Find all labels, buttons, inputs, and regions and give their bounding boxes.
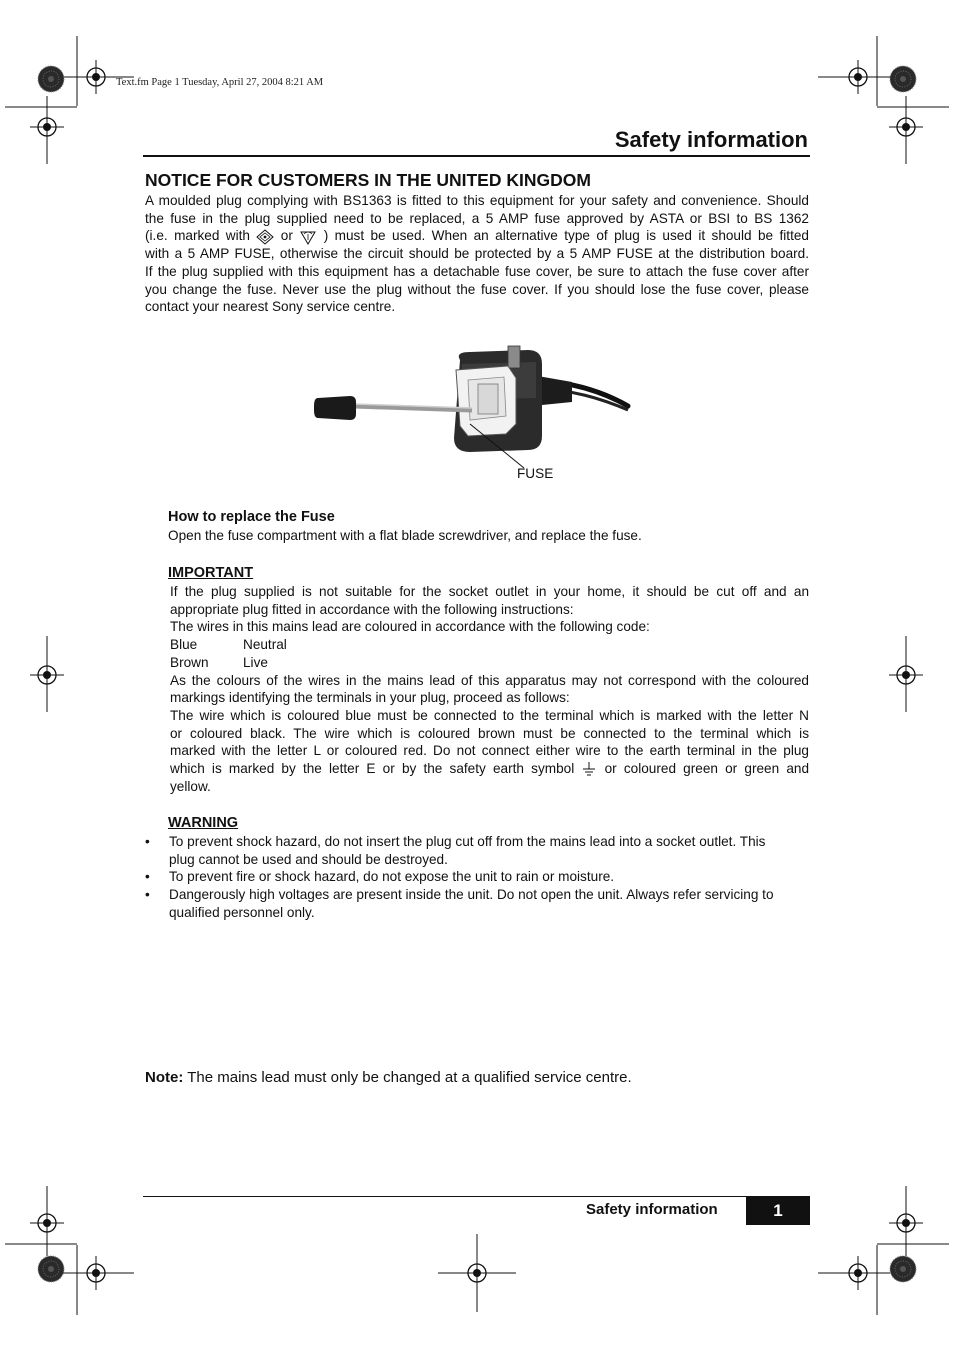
bullet-icon: • (145, 869, 150, 885)
notice-paragraph (145, 192, 809, 316)
notice-line: you change the fuse. Never use the plug without the fuse cover. If you should lose the fuse cover, please (145, 281, 809, 297)
notice-line: the fuse in the plug supplied need to be replaced, a 5 AMP fuse approved by ASTA or BSI to BS 1362 (145, 210, 809, 226)
important-line: As the colours of the wires in the mains lead of this apparatus may not correspond with the coloured (170, 672, 809, 688)
important-line: markings identifying the terminals in your plug, proceed as follows: (170, 690, 570, 706)
bsi-kitemark-icon (299, 229, 317, 245)
notice-line: with a 5 AMP FUSE, otherwise the circuit should be protected by a 5 AMP FUSE at the distribution board. (145, 246, 809, 262)
important-line (170, 760, 809, 778)
footer-section-title: Safety information (586, 1201, 718, 1218)
note (145, 1069, 632, 1086)
notice-line-text: (i.e. marked with (145, 228, 250, 244)
plug-fuse-illustration (310, 340, 640, 470)
warning-item (145, 833, 809, 868)
page-number: 1 (746, 1197, 810, 1225)
notice-line-text: ) must be used. When an alternative type of plug is used it should be fitted (323, 228, 809, 244)
notice-line: A moulded plug complying with BS1363 is fitted to this equipment for your safety and convenience. Should (145, 193, 809, 208)
warning-heading: WARNING (168, 815, 239, 831)
page-title: Safety information (614, 127, 808, 152)
important-line: marked with the letter L or coloured red. Do not connect either wire to the earth terminal in the plug (170, 743, 809, 759)
fuse-label: FUSE (517, 466, 554, 481)
important-line: or coloured black. The wire which is coloured brown must be connected to the terminal which is (170, 725, 809, 741)
important-line: yellow. (170, 778, 211, 794)
wire-colour: Brown (170, 654, 209, 670)
important-heading: IMPORTANT (168, 565, 254, 581)
warning-item (145, 886, 809, 921)
file-slug: Text.fm Page 1 Tuesday, April 27, 2004 8:21 AM (116, 77, 324, 88)
warning-line: To prevent fire or shock hazard, do not expose the unit to rain or moisture. (169, 869, 615, 885)
wire-code-row (170, 654, 809, 672)
important-line: The wires in this mains lead are coloured in accordance with the following code: (170, 619, 650, 635)
important-line: appropriate plug fitted in accordance with the following instructions: (170, 601, 574, 617)
important-line: The wire which is coloured blue must be connected to the terminal which is marked with the letter N (170, 707, 809, 723)
note-text: The mains lead must only be changed at a qualified service centre. (183, 1069, 632, 1086)
important-line-text: or coloured green or green and (604, 761, 810, 777)
earth-symbol-icon (581, 761, 597, 777)
section-heading: NOTICE FOR CUSTOMERS IN THE UNITED KINGDOM (145, 170, 591, 190)
bullet-icon: • (145, 834, 150, 849)
notice-line: If the plug supplied with this equipment has a detachable fuse cover, be sure to attach the fuse cover after (145, 263, 809, 279)
warning-list (145, 833, 809, 922)
warning-item (145, 868, 809, 886)
notice-line (145, 227, 809, 245)
header-rule (143, 155, 810, 157)
notice-line: contact your nearest Sony service centre. (145, 299, 396, 315)
important-line: If the plug supplied is not suitable for the socket outlet in your home, it should be cut off and an (170, 584, 809, 599)
warning-line: plug cannot be used and should be destroyed. (169, 851, 448, 867)
warning-line: qualified personnel only. (169, 904, 315, 920)
important-line-text: which is marked by the letter E or by the safety earth symbol (170, 761, 575, 777)
note-label: Note: (145, 1069, 184, 1086)
wire-role: Live (243, 654, 268, 670)
notice-line-text: or (280, 228, 293, 244)
bullet-icon: • (145, 887, 150, 903)
asta-mark-icon (256, 229, 274, 245)
footer-rule (143, 1196, 810, 1197)
warning-line: To prevent shock hazard, do not insert the plug cut off from the mains lead into a socket outlet. This (169, 834, 766, 849)
wire-code-row (170, 636, 809, 654)
important-paragraph (170, 583, 809, 795)
wire-role: Neutral (243, 637, 287, 653)
wire-colour: Blue (170, 637, 198, 653)
replace-fuse-heading: How to replace the Fuse (168, 509, 335, 525)
warning-line: Dangerously high voltages are present inside the unit. Do not open the unit. Always refer servicing to (169, 887, 774, 903)
replace-fuse-text: Open the fuse compartment with a flat blade screwdriver, and replace the fuse. (168, 528, 642, 543)
